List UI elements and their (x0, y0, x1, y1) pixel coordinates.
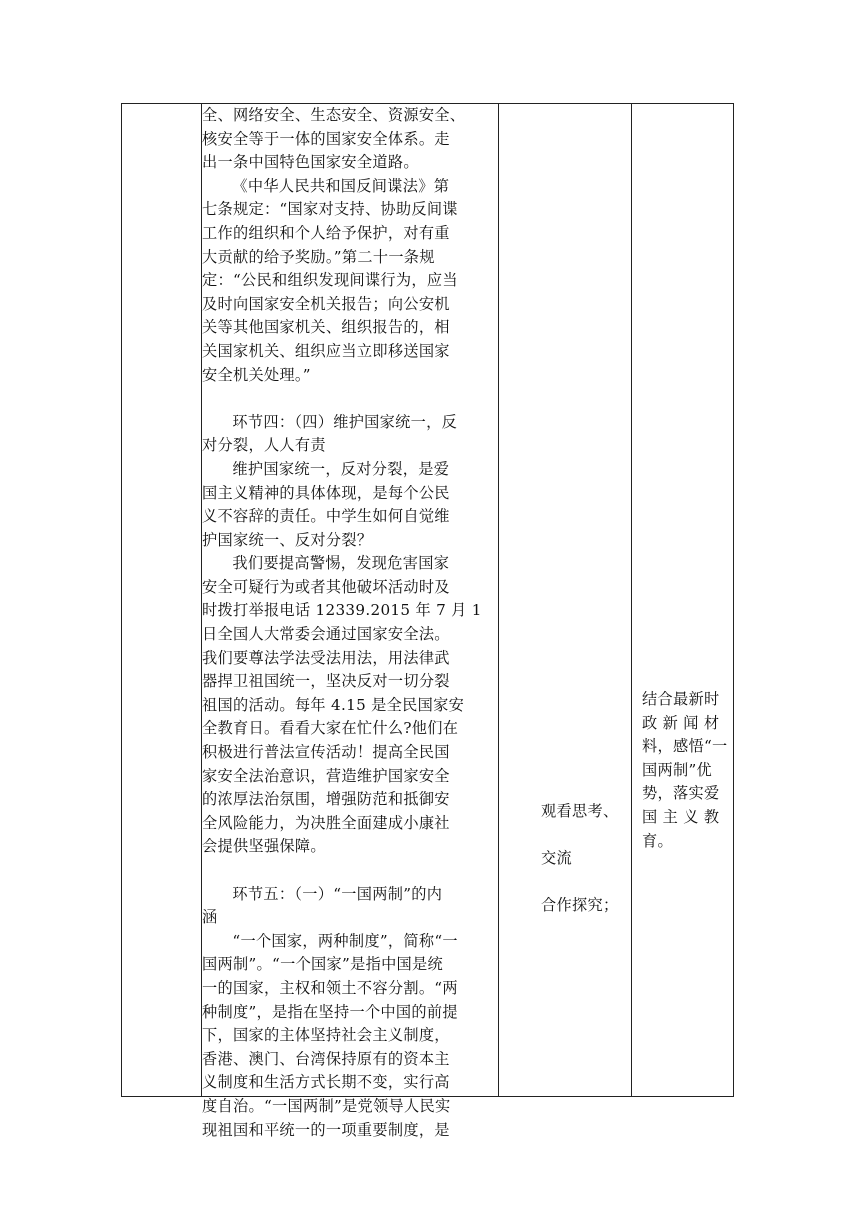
content-line: 国两制”。“一个国家”是指中国是统 (202, 955, 444, 974)
content-line: 香港、澳门、台湾保持原有的资本主 (202, 1049, 450, 1068)
content-line: 出一条中国特色国家安全道路。 (202, 153, 419, 172)
content-line: 度自治。“一国两制”是党领导人民实 (202, 1096, 451, 1115)
activity-line: 合作探究； (541, 896, 619, 915)
paragraph-gap (202, 387, 494, 411)
content-line: 七条规定：“国家对支持、协助反间谍 (202, 200, 458, 219)
content-line: 日全国人大常委会通过国家安全法。 (202, 625, 450, 644)
content-line: 关国家机关、组织应当立即移送国家 (202, 341, 450, 360)
content-line: 全风险能力，为决胜全面建成小康社 (202, 813, 450, 832)
design-note-line: 料，感悟“一 (642, 737, 728, 756)
content-line: 种制度”，是指在坚持一个中国的前提 (202, 1002, 458, 1021)
content-line: 定：“公民和组织发现间谍行为，应当 (202, 271, 458, 290)
content-line: 义不容辞的责任。中学生如何自觉维 (202, 507, 450, 526)
design-note-line: 国两制”优 (642, 760, 713, 779)
content-line: 关等其他国家机关、组织报告的，相 (202, 318, 450, 337)
column-divider (498, 104, 499, 1096)
content-line: 时拨打举报电话 12339.2015 年 7 月 1 (202, 601, 482, 620)
content-line: 大贡献的给予奖励。”第二十一条规 (202, 247, 435, 266)
content-line: 及时向国家安全机关报告；向公安机 (202, 294, 450, 313)
content-line: 环节五：（一）“一国两制”的内 (232, 884, 443, 903)
content-line: “一个国家，两种制度”，简称“一 (232, 931, 458, 950)
content-line: 安全机关处理。” (202, 365, 311, 384)
student-activity-cell (541, 800, 641, 942)
content-line: 我们要尊法学法受法用法，用法律武 (202, 648, 450, 667)
content-line: 祖国的活动。每年 4.15 是全民国家安 (202, 695, 465, 714)
paragraph-gap (202, 859, 494, 883)
content-line: 全、网络安全、生态安全、资源安全、 (202, 106, 466, 124)
content-line: 现祖国和平统一的一项重要制度，是 (202, 1120, 450, 1139)
activity-line: 观看思考、 (541, 802, 619, 820)
content-line: 我们要提高警惕，发现危害国家 (232, 554, 450, 573)
content-line: 国主义精神的具体体现，是每个公民 (202, 483, 450, 502)
content-line: 一的国家，主权和领土不容分割。“两 (202, 978, 458, 997)
content-line: 环节四：（四）维护国家统一，反 (232, 412, 458, 431)
design-intent-cell (642, 688, 732, 853)
design-note-line: 结合最新时 (642, 690, 720, 708)
activity-line: 交流 (541, 849, 572, 868)
content-line: 核安全等于一体的国家安全体系。走 (202, 129, 450, 148)
teaching-content-cell (202, 104, 494, 1142)
design-note-line: 势，落实爱 (642, 784, 720, 803)
column-divider (631, 104, 632, 1096)
content-line: 涵 (202, 908, 218, 927)
content-line: 安全可疑行为或者其他破坏活动时及 (202, 577, 450, 596)
content-line: 护国家统一、反对分裂？ (202, 530, 373, 549)
design-note-line: 国 主 义 教 (642, 807, 720, 826)
content-line: 维护国家统一，反对分裂，是爱 (232, 459, 450, 478)
content-line: 家安全法治意识，营造维护国家安全 (202, 766, 450, 785)
content-line: 全教育日。看看大家在忙什么?他们在 (202, 719, 459, 738)
content-line: 器捍卫祖国统一，坚决反对一切分裂 (202, 672, 450, 691)
content-line: 工作的组织和个人给予保护，对有重 (202, 223, 450, 242)
content-line: 义制度和生活方式长期不变，实行高 (202, 1073, 450, 1092)
content-line: 对分裂，人人有责 (202, 436, 326, 455)
design-note-line: 政 新 闻 材 (642, 713, 720, 732)
content-line: 会提供坚强保障。 (202, 837, 326, 856)
content-line: 下，国家的主体坚持社会主义制度， (202, 1026, 450, 1045)
content-line: 的浓厚法治氛围，增强防范和抵御安 (202, 790, 450, 809)
content-line: 积极进行普法宣传活动！提高全民国 (202, 743, 450, 762)
content-line: 《中华人民共和国反间谍法》第 (232, 176, 450, 195)
lesson-plan-table (121, 103, 734, 1139)
design-note-line: 育。 (642, 831, 673, 850)
